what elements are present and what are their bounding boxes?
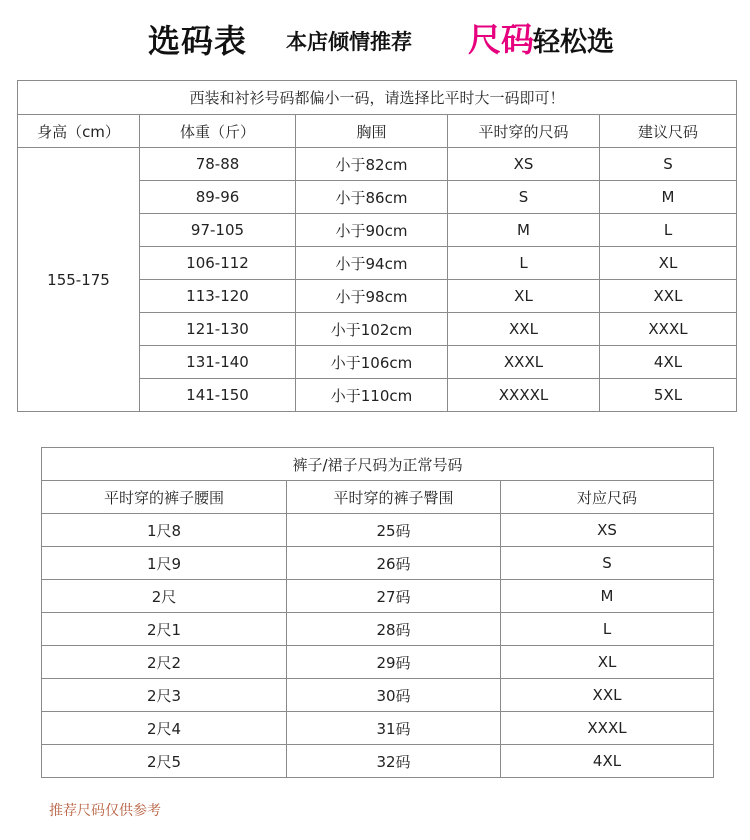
pants-table-header-row — [42, 481, 714, 514]
title-tail: 轻松选 — [533, 27, 614, 58]
weight-cell: 78-88 — [140, 148, 296, 181]
table-row — [18, 148, 737, 181]
chest-cell: 小于110cm — [296, 379, 448, 412]
usual-size-cell: XL — [448, 280, 600, 313]
hip-cell: 32码 — [287, 745, 501, 778]
weight-cell: 131-140 — [140, 346, 296, 379]
pants-table-caption: 裤子/裙子尺码为正常号码 — [42, 448, 714, 481]
size-cell: S — [501, 547, 714, 580]
chest-cell: 小于86cm — [296, 181, 448, 214]
weight-cell: 106-112 — [140, 247, 296, 280]
size-cell: XS — [501, 514, 714, 547]
pants-size-table — [41, 447, 714, 778]
usual-size-cell: XS — [448, 148, 600, 181]
hip-cell: 27码 — [287, 580, 501, 613]
table-row — [42, 514, 714, 547]
waist-cell: 1尺8 — [42, 514, 287, 547]
waist-cell: 1尺9 — [42, 547, 287, 580]
header-waist: 平时穿的裤子腰围 — [42, 481, 287, 514]
size-cell: XXXL — [501, 712, 714, 745]
suggested-size-cell: 4XL — [600, 346, 737, 379]
table-row — [42, 745, 714, 778]
chest-cell: 小于102cm — [296, 313, 448, 346]
usual-size-cell: S — [448, 181, 600, 214]
waist-cell: 2尺 — [42, 580, 287, 613]
waist-cell: 2尺2 — [42, 646, 287, 679]
usual-size-cell: M — [448, 214, 600, 247]
waist-cell: 2尺4 — [42, 712, 287, 745]
suggested-size-cell: S — [600, 148, 737, 181]
header-height: 身高（cm） — [18, 115, 140, 148]
usual-size-cell: L — [448, 247, 600, 280]
suggested-size-cell: XXL — [600, 280, 737, 313]
hip-cell: 25码 — [287, 514, 501, 547]
header-hip: 平时穿的裤子臀围 — [287, 481, 501, 514]
waist-cell: 2尺1 — [42, 613, 287, 646]
table-row — [42, 547, 714, 580]
header-chest: 胸围 — [296, 115, 448, 148]
suggested-size-cell: XL — [600, 247, 737, 280]
suit-table-caption: 西装和衬衫号码都偏小一码，请选择比平时大一码即可！ — [18, 81, 737, 115]
suggested-size-cell: XXXL — [600, 313, 737, 346]
weight-cell: 97-105 — [140, 214, 296, 247]
table-row — [42, 679, 714, 712]
weight-cell: 121-130 — [140, 313, 296, 346]
hip-cell: 28码 — [287, 613, 501, 646]
page-header — [0, 14, 750, 64]
suit-table-header-row — [18, 115, 737, 148]
chest-cell: 小于94cm — [296, 247, 448, 280]
usual-size-cell: XXXL — [448, 346, 600, 379]
size-cell: XXL — [501, 679, 714, 712]
table-row — [42, 580, 714, 613]
header-usual-size: 平时穿的尺码 — [448, 115, 600, 148]
usual-size-cell: XXL — [448, 313, 600, 346]
header-weight: 体重（斤） — [140, 115, 296, 148]
chest-cell: 小于106cm — [296, 346, 448, 379]
waist-cell: 2尺3 — [42, 679, 287, 712]
hip-cell: 29码 — [287, 646, 501, 679]
size-cell: XL — [501, 646, 714, 679]
chest-cell: 小于82cm — [296, 148, 448, 181]
table-row — [42, 646, 714, 679]
hip-cell: 26码 — [287, 547, 501, 580]
suggested-size-cell: M — [600, 181, 737, 214]
header-size: 对应尺码 — [501, 481, 714, 514]
header-suggested-size: 建议尺码 — [600, 115, 737, 148]
footnote: 推荐尺码仅供参考 — [49, 803, 161, 819]
weight-cell: 141-150 — [140, 379, 296, 412]
title-subtitle: 本店倾情推荐 — [286, 30, 412, 54]
title-accent: 尺码 — [468, 20, 534, 59]
weight-cell: 113-120 — [140, 280, 296, 313]
chest-cell: 小于90cm — [296, 214, 448, 247]
size-cell: M — [501, 580, 714, 613]
chest-cell: 小于98cm — [296, 280, 448, 313]
height-range-cell: 155-175 — [18, 148, 140, 412]
size-cell: L — [501, 613, 714, 646]
usual-size-cell: XXXXL — [448, 379, 600, 412]
hip-cell: 31码 — [287, 712, 501, 745]
table-row — [42, 712, 714, 745]
table-row — [42, 613, 714, 646]
title-main: 选码表 — [148, 22, 248, 60]
suggested-size-cell: L — [600, 214, 737, 247]
waist-cell: 2尺5 — [42, 745, 287, 778]
hip-cell: 30码 — [287, 679, 501, 712]
suit-size-table — [17, 80, 737, 412]
weight-cell: 89-96 — [140, 181, 296, 214]
suggested-size-cell: 5XL — [600, 379, 737, 412]
size-cell: 4XL — [501, 745, 714, 778]
